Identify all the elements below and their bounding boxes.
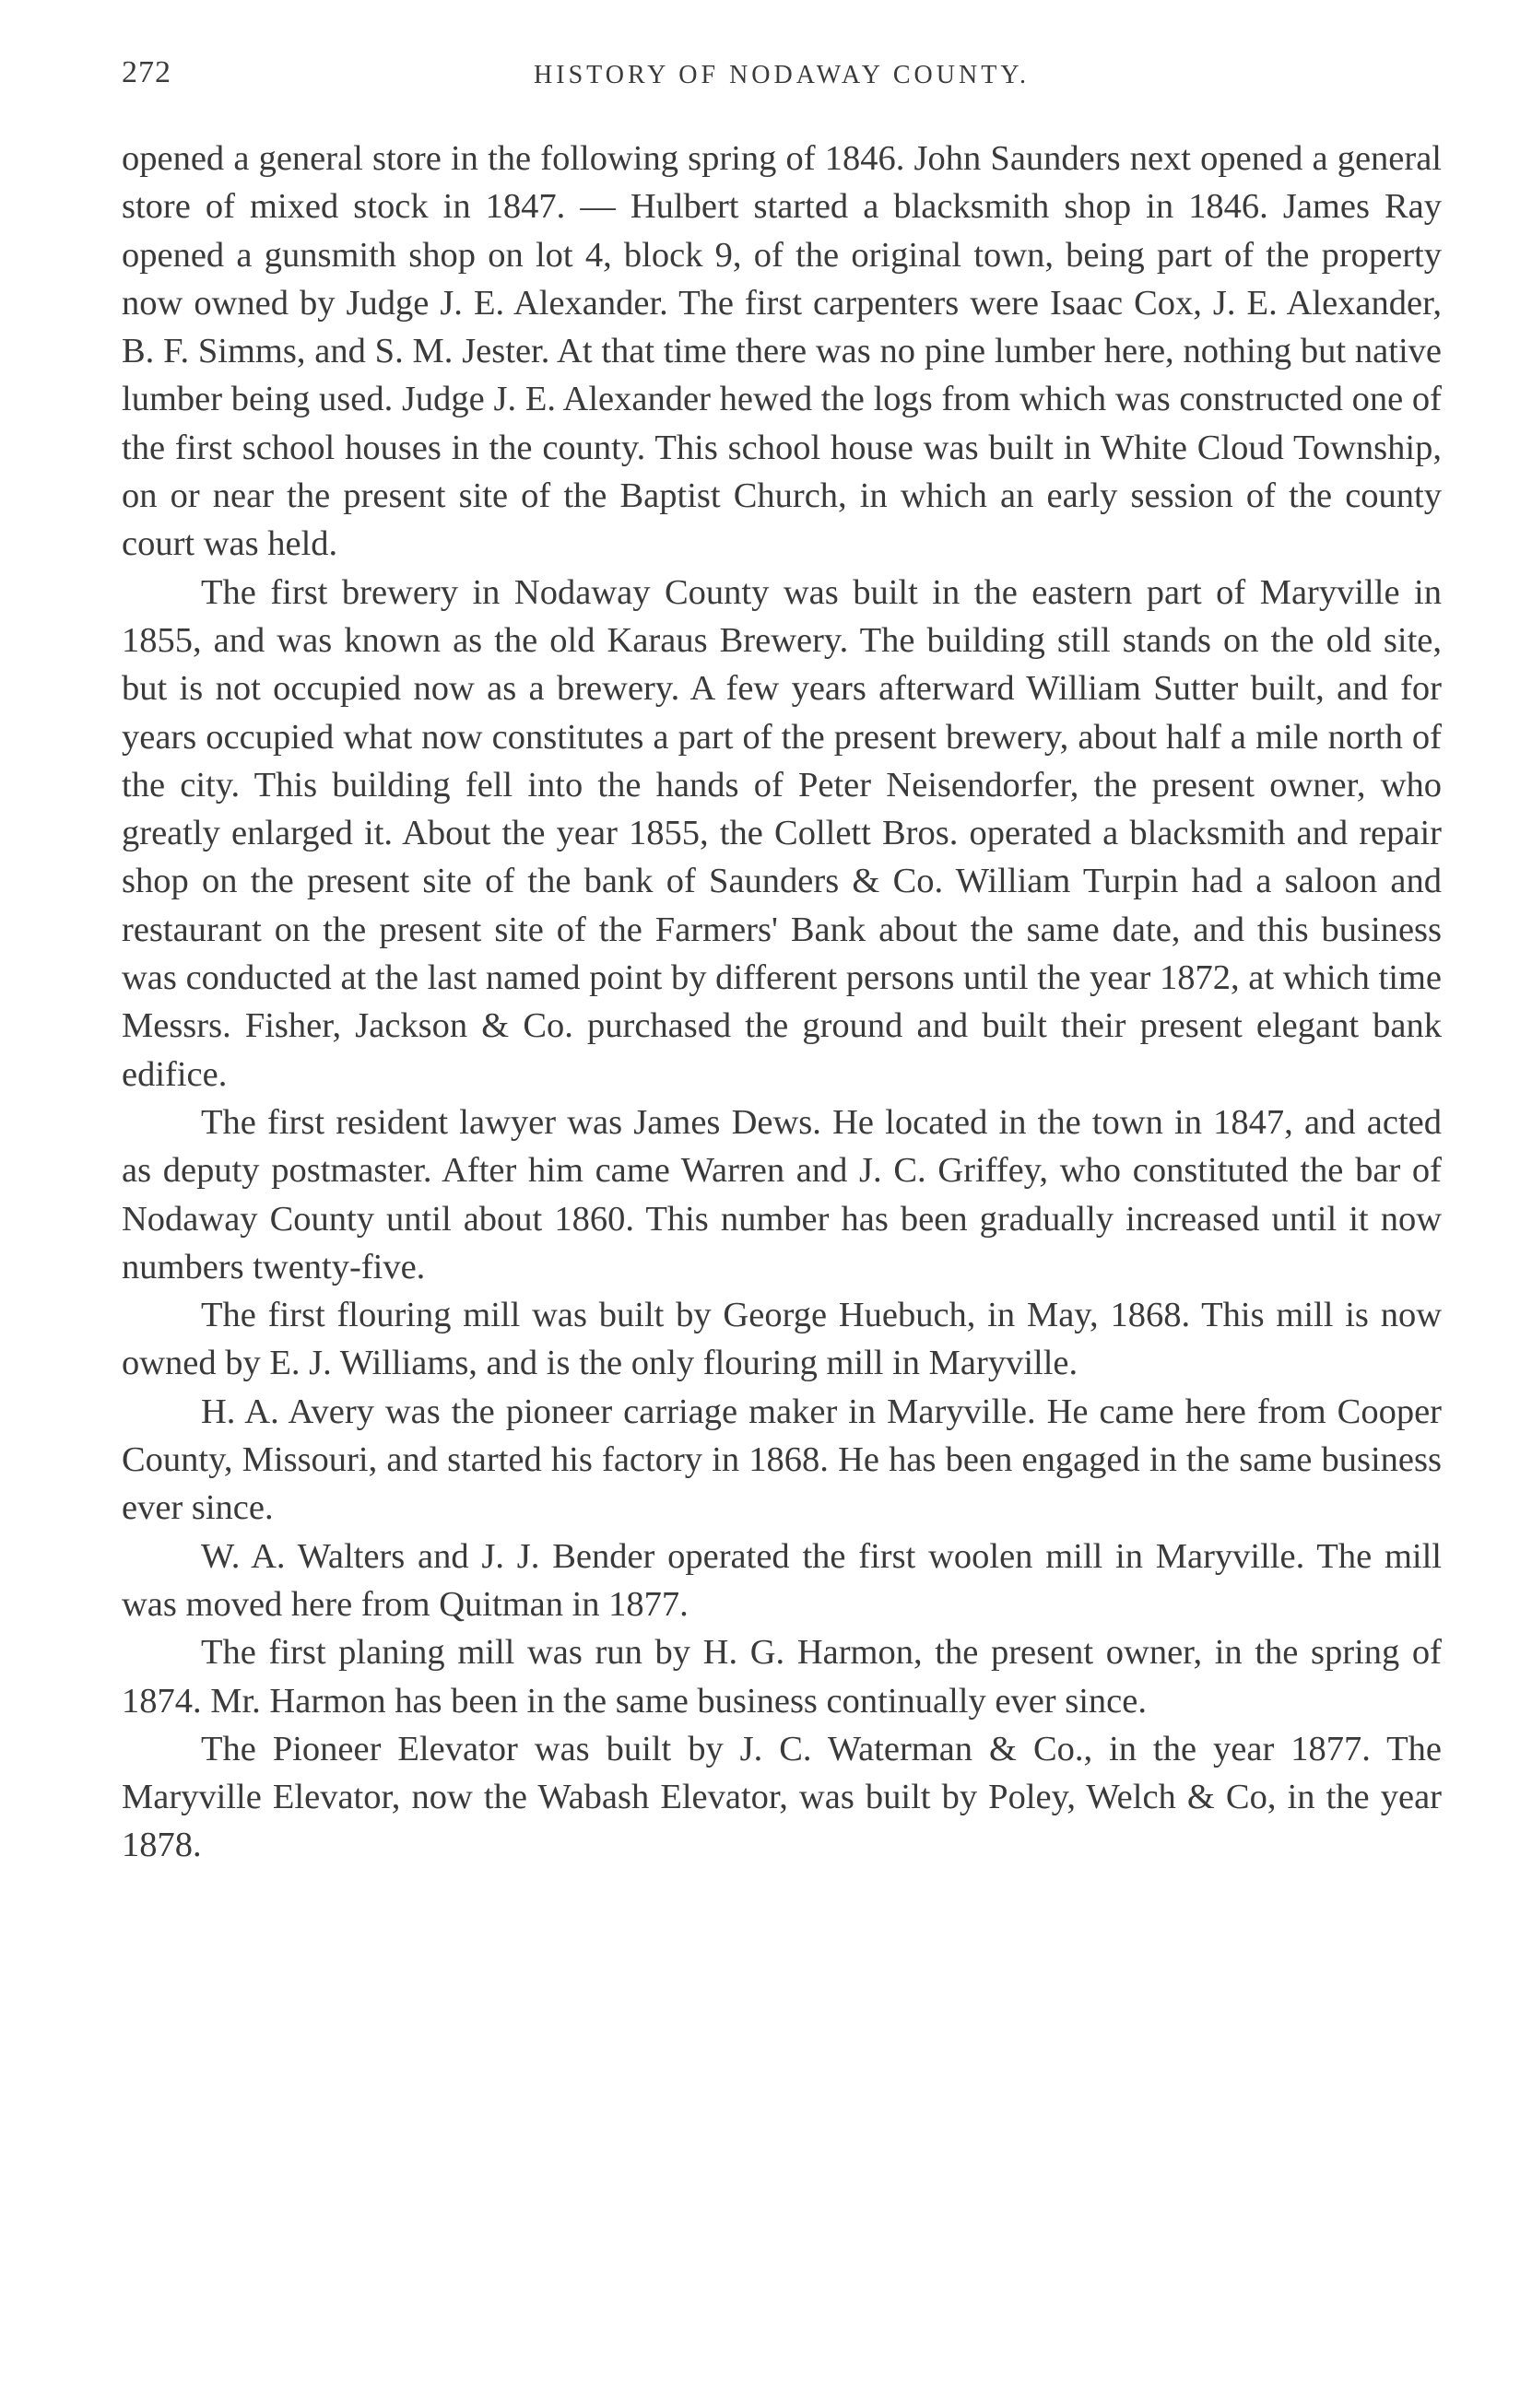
page-number: 272 xyxy=(122,55,171,89)
paragraph-flouring-mill: The first flouring mill was built by George Huebuch, in May, 1868. This mill is now owned by E. J. Williams, and is the only flouring mill in Maryville. xyxy=(122,1296,1442,1383)
paragraph-carriage-maker: H. A. Avery was the pioneer carriage maker in Maryville. He came here from Cooper County, Missouri, and started his factory in 1868. He has been engaged in the same business ever since. xyxy=(122,1392,1442,1528)
paragraph-continued: opened a general store in the following spring of 1846. John Saunders next opened a general store of mixed stock in 1847. — Hulbert started a blacksmith shop in 1846. James Ray opened a gunsmith shop on lot 4, block 9, of the original town, being part of the property now owned by Judge J. E. Alexander. The first carpenters were Isaac Cox, J. E. Alexander, B. F. Simms, and S. M. Jester. At that time there was no pine lumber here, nothing but native lumber being used. Judge J. E. Alexander hewed the logs from which was constructed one of the first school houses in the county. This school house was built in White Cloud Township, on or near the present site of the Baptist Church, in which an early session of the county court was held. xyxy=(122,139,1442,564)
paragraph-lawyer: The first resident lawyer was James Dews. He located in the town in 1847, and acted as deputy postmaster. After him came Warren and J. C. Griffey, who constituted the bar of Nodaway County until about 1860. This number has been gradually increased until it now numbers twenty-five. xyxy=(122,1102,1442,1286)
paragraph-planing-mill: The first planing mill was run by H. G. Harmon, the present owner, in the spring of 1874. Mr. Harmon has been in the same business continually ever since. xyxy=(122,1633,1442,1721)
running-head xyxy=(122,55,1442,111)
paragraph-woolen-mill: W. A. Walters and J. J. Bender operated the first woolen mill in Maryville. The mill was moved here from Quitman in 1877. xyxy=(122,1536,1442,1624)
paragraph-elevators: The Pioneer Elevator was built by J. C. Waterman & Co., in the year 1877. The Maryville Elevator, now the Wabash Elevator, was built by Poley, Welch & Co, in the year 1878. xyxy=(122,1729,1442,1865)
running-title: HISTORY OF NODAWAY COUNTY. xyxy=(534,61,1030,89)
body-text xyxy=(122,135,1442,1870)
paragraph-brewery: The first brewery in Nodaway County was built in the eastern part of Maryville in 1855, and was known as the old Karaus Brewery. The building still stands on the old site, but is not occupied now as a brewery. A few years afterward William Sutter built, and for years occupied what now constitutes a part of the present brewery, about half a mile north of the city. This building fell into the hands of Peter Neisendorfer, the present owner, who greatly enlarged it. About the year 1855, the Collett Bros. operated a blacksmith and repair shop on the present site of the bank of Saunders & Co. William Turpin had a saloon and restaurant on the present site of the Farmers' Bank about the same date, and this business was conducted at the last named point by different persons until the year 1872, at which time Messrs. Fisher, Jackson & Co. purchased the ground and built their present elegant bank edifice. xyxy=(122,572,1442,1094)
